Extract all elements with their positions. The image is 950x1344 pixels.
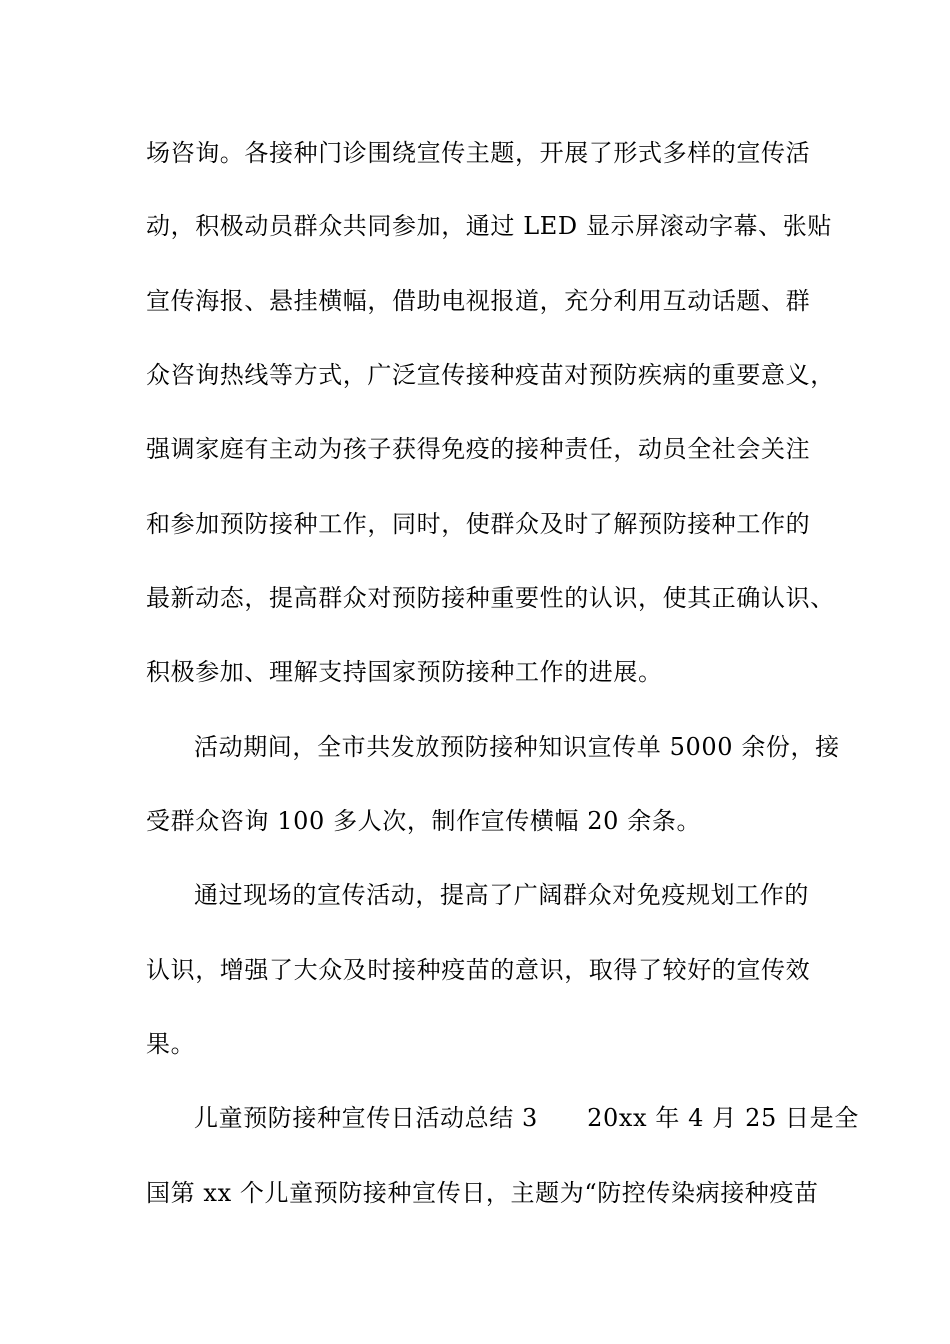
text-line: 场咨询。各接种门诊围绕宣传主题，开展了形式多样的宣传活 [146, 139, 811, 167]
text-line: 宣传海报、悬挂横幅，借助电视报道，充分利用互动话题、群 [146, 287, 811, 315]
text-line: 活动期间，全市共发放预防接种知识宣传单 5000 余份，接 [194, 733, 840, 761]
text-line: 通过现场的宣传活动，提高了广阔群众对免疫规划工作的 [194, 881, 809, 909]
text-line: 众咨询热线等方式，广泛宣传接种疫苗对预防疾病的重要意义， [146, 361, 835, 389]
text-line: 儿童预防接种宣传日活动总结 3 20xx 年 4 月 25 日是全 [194, 1104, 859, 1132]
text-line: 认识，增强了大众及时接种疫苗的意识，取得了较好的宣传效 [146, 956, 811, 984]
text-line: 国第 xx 个儿童预防接种宣传日，主题为“防控传染病接种疫苗 [146, 1179, 819, 1207]
text-line: 受群众咨询 100 多人次，制作宣传横幅 20 余条。 [146, 807, 702, 835]
text-line: 和参加预防接种工作，同时，使群众及时了解预防接种工作的 [146, 510, 811, 538]
text-line: 最新动态，提高群众对预防接种重要性的认识，使其正确认识、 [146, 584, 835, 612]
text-line: 果。 [146, 1030, 196, 1058]
text-line: 强调家庭有主动为孩子获得免疫的接种责任，动员全社会关注 [146, 435, 811, 463]
text-line: 积极参加、理解支持国家预防接种工作的进展。 [146, 658, 663, 686]
text-line: 动，积极动员群众共同参加，通过 LED 显示屏滚动字幕、张贴 [146, 212, 832, 240]
